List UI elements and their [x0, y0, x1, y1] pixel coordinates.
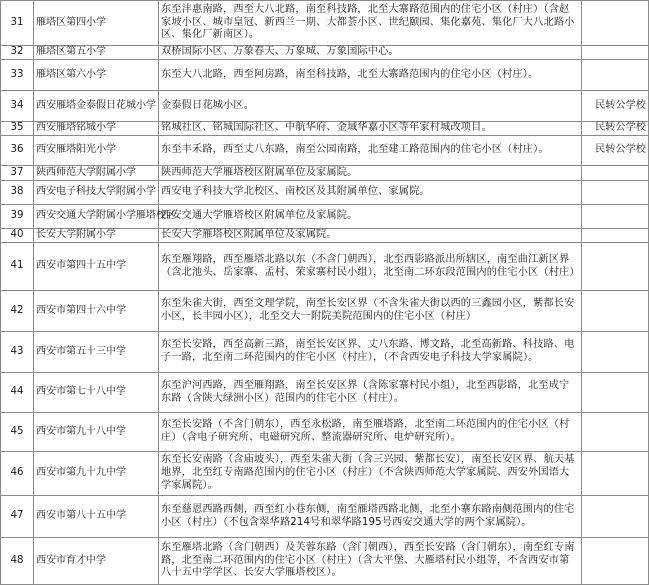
- range-text: 双桥国际小区、万象春天、万象城、万象国际中心。: [161, 46, 399, 58]
- enrollment-range: [159, 229, 582, 243]
- range-text: 东至雁塔北路（含门朝西）及芙蓉东路（含门朝西），西至长安路（含门朝东），南至红专南路，北至南二环范围内的住宅小区（村庄）（含大平堡、大雁塔村民小组等，不含西安市第八十五中学学区、长安大学雁塔校区）。: [161, 541, 575, 579]
- range-text: 长安大学雁塔校区附属单位及家属院。: [161, 229, 337, 241]
- school-name: 雁塔区第六小学: [34, 60, 159, 91]
- school-note: [582, 166, 649, 181]
- school-note: [582, 46, 649, 60]
- enrollment-range: [159, 413, 582, 452]
- row-index: 38: [1, 181, 34, 205]
- school-note: [582, 413, 649, 452]
- table-row: [1, 413, 649, 452]
- row-index: 48: [1, 538, 34, 585]
- school-name: 西安市第八十五中学: [34, 496, 159, 538]
- table-row: [1, 166, 649, 181]
- table-row: [1, 452, 649, 496]
- table-row: [1, 496, 649, 538]
- row-index: 35: [1, 122, 34, 136]
- school-note: 民转公学校: [582, 91, 649, 122]
- range-text: 东至长安路，西至高新三路，南至长安区界、丈八东路、博文路，北至高新路、科技路、电子一路，北至南二环范围内的住宅小区（村庄），（不含西安电子科技大学家属院）。: [161, 339, 575, 363]
- row-index: 47: [1, 496, 34, 538]
- row-index: 31: [1, 1, 34, 46]
- table-row: [1, 332, 649, 373]
- school-note: [582, 291, 649, 332]
- enrollment-range: [159, 291, 582, 332]
- school-note: [582, 60, 649, 91]
- school-name: 西安市第四十六中学: [34, 291, 159, 332]
- range-text: 金泰假日花城小区。: [161, 99, 255, 111]
- row-index: 33: [1, 60, 34, 91]
- school-name: 西安电子科技大学附属小学: [34, 181, 159, 205]
- school-name: 西安市第七十八中学: [34, 373, 159, 413]
- school-name: 陕西师范大学附属小学: [34, 166, 159, 181]
- school-note: [582, 332, 649, 373]
- range-text: 东至大八北路，西至阿房路，南至科技路，北至大寨路范围内的住宅小区（村庄）。: [161, 68, 539, 80]
- school-name: 西安交通大学附属小学雁塔校区: [34, 205, 159, 229]
- row-index: 40: [1, 229, 34, 243]
- table-row: [1, 181, 649, 205]
- enrollment-range: [159, 46, 582, 60]
- row-index: 32: [1, 46, 34, 60]
- row-index: 34: [1, 91, 34, 122]
- school-name: 西安市第九十九中学: [34, 452, 159, 496]
- range-text: 东至朱雀大街，西至文理学院，南至长安区界（不含朱雀大街以西的三鑫园小区，紫都长安小区，长丰园小区），北至交大一附院美院范围内的住宅小区（村庄）: [161, 298, 575, 322]
- row-index: 41: [1, 243, 34, 291]
- enrollment-range: [159, 1, 582, 46]
- range-text: 陕西师范大学雁塔校区附属单位及家属院。: [161, 166, 358, 178]
- table-body: [1, 1, 649, 585]
- enrollment-range: [159, 243, 582, 291]
- school-note: [582, 243, 649, 291]
- table-row: [1, 60, 649, 91]
- range-text: 东至丰禾路，西至丈八东路，南至公园南路，北至建工路范围内的住宅小区（村庄）。: [161, 144, 549, 156]
- school-note: [582, 205, 649, 229]
- school-note: 民转公学校: [582, 136, 649, 166]
- row-index: 44: [1, 373, 34, 413]
- school-note: [582, 181, 649, 205]
- enrollment-range: [159, 373, 582, 413]
- range-text: 东至长安路（不含门朝东），西至永松路，南至雁塔路，北至南二环范围内的住宅小区（村庄）（含电子研究所、电磁研究所、整流器研究所、电炉研究所）。: [161, 419, 570, 443]
- row-index: 43: [1, 332, 34, 373]
- school-note: 民转公学校: [582, 122, 649, 136]
- table-row: [1, 136, 649, 166]
- range-text: 东至雁翔路，西至雁塔北路以东（不含门朝西），北至西影路派出所辖区，南至曲江新区界（含北池头、岳家寨、孟村、荣家寨村民小组），北至南二环东段范围内的住宅小区（村庄）: [161, 253, 580, 278]
- school-note: [582, 229, 649, 243]
- school-name: 西安雁塔铭城小学: [34, 122, 159, 136]
- enrollment-range: [159, 91, 582, 122]
- range-text: 东至长安南路（含庙坡头），西至朱雀大街（含三兴园、紫都长安），南至长安区界、航天基地界，北至红专南路范围内的住宅小区（村庄）（不含陕西师范大学家属院、西安外国语大学家属院）。: [161, 454, 575, 491]
- row-index: 36: [1, 136, 34, 166]
- row-index: 46: [1, 452, 34, 496]
- table-row: [1, 291, 649, 332]
- school-note: [582, 452, 649, 496]
- school-name: 西安市育才中学: [34, 538, 159, 585]
- school-name: 西安市第九十八中学: [34, 413, 159, 452]
- enrollment-range: [159, 166, 582, 181]
- enrollment-range: [159, 496, 582, 538]
- table-row: [1, 373, 649, 413]
- school-name: 雁塔区第四小学: [34, 1, 159, 46]
- school-name: 西安雁塔金泰假日花城小学: [34, 91, 159, 122]
- enrollment-range: [159, 205, 582, 229]
- table-row: [1, 243, 649, 291]
- range-text: 西安电子科技大学北校区、南校区及其附属单位、家属院。: [161, 186, 430, 198]
- enrollment-range: [159, 332, 582, 373]
- table-row: [1, 538, 649, 585]
- table-row: [1, 205, 649, 229]
- table-row: [1, 229, 649, 243]
- school-name: 西安市第五十三中学: [34, 332, 159, 373]
- enrollment-range: [159, 181, 582, 205]
- range-text: 西安交通大学雁塔校区附属单位及家属院。: [161, 210, 358, 222]
- school-note: [582, 538, 649, 585]
- range-text: 铭城社区、铭城国际社区、中航华府、金域华嘉小区等年家村城改项目。: [161, 122, 492, 134]
- table-row: [1, 1, 649, 46]
- table-row: [1, 91, 649, 122]
- school-name: 雁塔区第五小学: [34, 46, 159, 60]
- enrollment-range: [159, 122, 582, 136]
- enrollment-range: [159, 60, 582, 91]
- table-row: [1, 122, 649, 136]
- school-note: [582, 496, 649, 538]
- school-note: [582, 373, 649, 413]
- table-row: [1, 46, 649, 60]
- enrollment-range: [159, 452, 582, 496]
- school-name: 西安雁塔阳光小学: [34, 136, 159, 166]
- enrollment-range: [159, 538, 582, 585]
- range-text: 东至沣惠南路，西至大八北路，南至科技路，北至大寨路范围内的住宅小区（村庄）（含赵家坡小区、城市皇冠、新西兰一期、大都荟小区、世纪颐园、集化嘉苑、集化厂大八北路小区、集化厂新南区）。: [161, 3, 575, 41]
- enrollment-range: [159, 136, 582, 166]
- school-name: 西安市第四十五中学: [34, 243, 159, 291]
- school-name: 长安大学附属小学: [34, 229, 159, 243]
- row-index: 42: [1, 291, 34, 332]
- range-text: 东至慈恩西路西侧，西至红小巷东侧，南至雁塔西路北侧，北至小寨东路南侧范围内的住宅小区（村庄）（不包含翠华路214号和翠华路195号西安交通大学的两个家属院）。: [161, 503, 575, 528]
- row-index: 45: [1, 413, 34, 452]
- range-text: 东至沪河西路，西至雁翔路，南至长安区界（含陈家寨村民小组），北至西影路，北至成宁东路（含陕大绿洲小区）范围内的住宅小区（村庄）。: [161, 379, 570, 404]
- school-note: [582, 1, 649, 46]
- row-index: 37: [1, 166, 34, 181]
- row-index: 39: [1, 205, 34, 229]
